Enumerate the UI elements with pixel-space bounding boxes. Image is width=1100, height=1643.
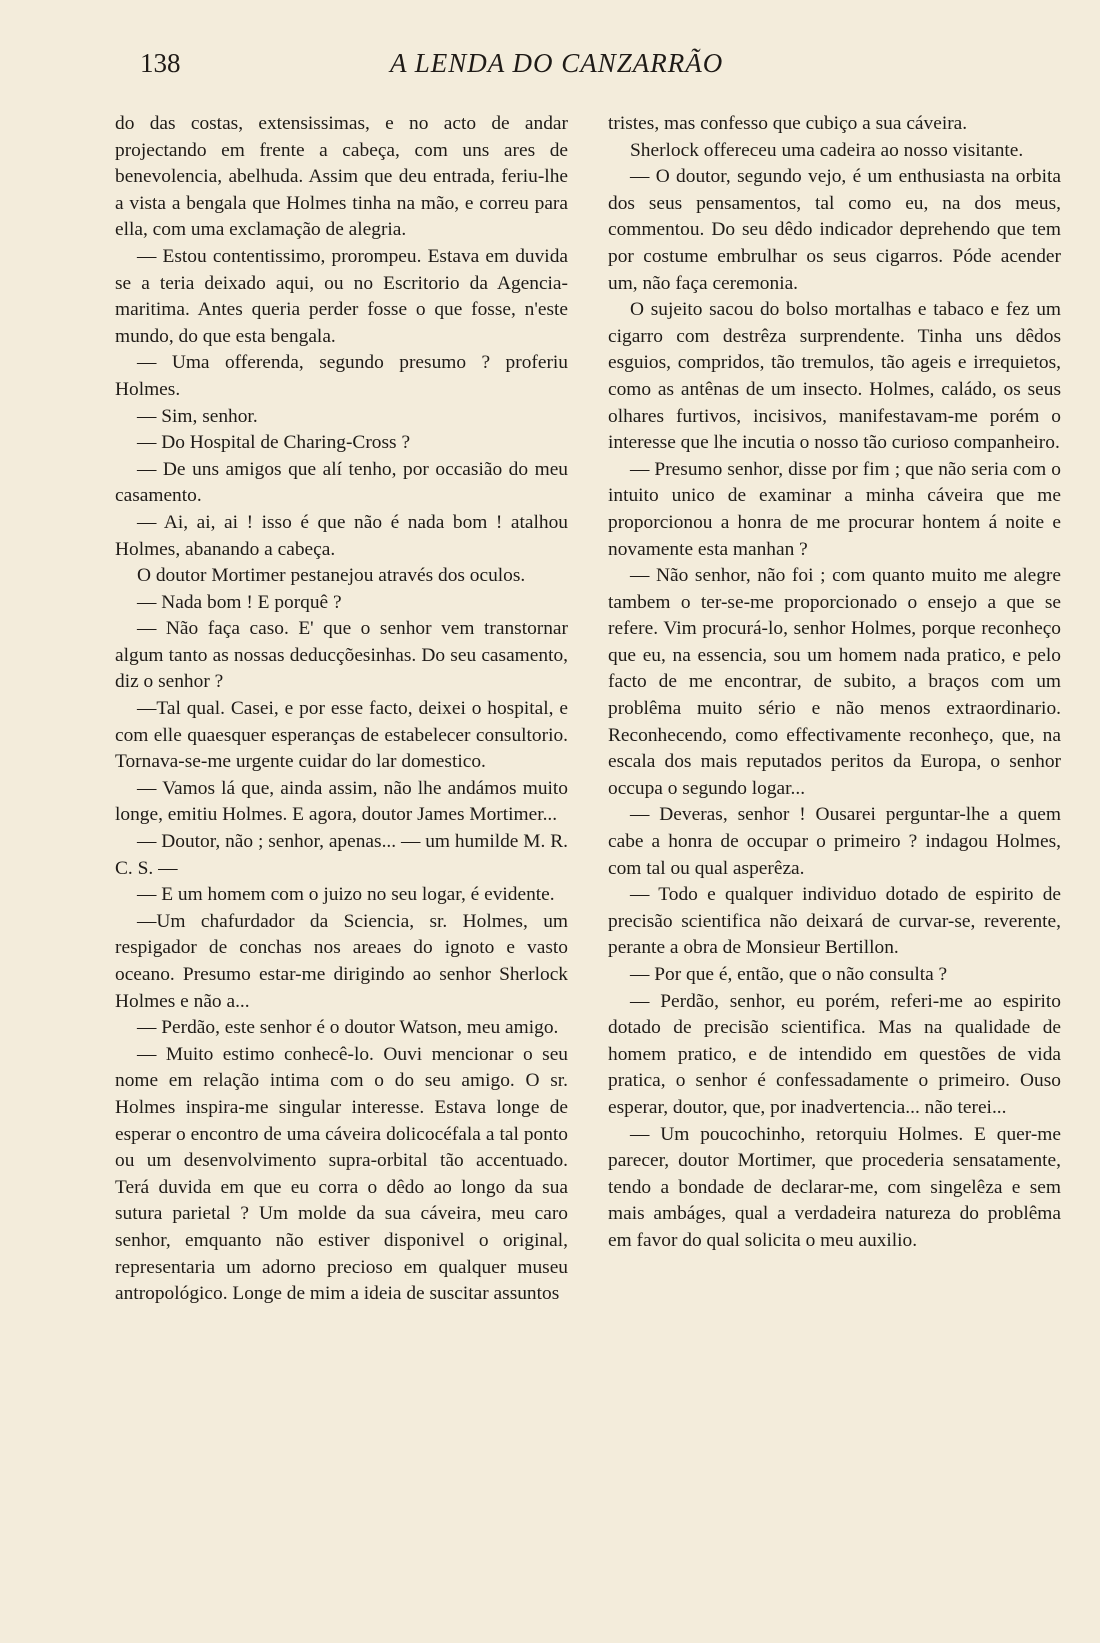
- paragraph: — Ai, ai, ai ! isso é que não é nada bom ! atalhou Holmes, abanando a cabeça.: [115, 511, 568, 560]
- paragraph: — Vamos lá que, ainda assim, não lhe andámos muito longe, emitiu Holmes. E agora, doutor James Mortimer...: [115, 777, 568, 826]
- paragraph: — Perdão, senhor, eu porém, referi-me ao espirito dotado de precisão scientifica. Mas na qualidade de homem pratico, e de intendido em questões de vida pratica, o senhor é confessadamente o primeiro. Ouso esperar, doutor, que, por inadvertencia... não terei...: [608, 990, 1061, 1118]
- paragraph: Sherlock offereceu uma cadeira ao nosso visitante.: [630, 139, 1024, 161]
- paragraph: O sujeito sacou do bolso mortalhas e tabaco e fez um cigarro com destrêza surprendente. Tinha uns dêdos esguios, compridos, tão tremulos, tão ageis e irrequietos, como as antênas de um insecto. Holmes, caládo, os seus olhares furtivos, incisivos, manifestavam-me porém o interesse que lhe incutia o nosso tão curioso companheiro.: [608, 299, 1061, 454]
- paragraph: — Do Hospital de Charing-Cross ?: [137, 432, 411, 454]
- paragraph: — De uns amigos que alí tenho, por occasião do meu casamento.: [115, 458, 568, 507]
- paragraph: — O doutor, segundo vejo, é um enthusiasta na orbita dos seus pensamentos, tal como eu, na dos meus, commentou. Do seu dêdo indicador deprehendo que tem por costume embrulhar os seus cigarros. Póde acender um, não faça ceremonia.: [608, 166, 1061, 294]
- paragraph: do das costas, extensissimas, e no acto de andar projectando em frente a cabeça, com uns ares de benevolencia, abelhuda. Assim que deu entrada, feriu-lhe a vista a bengala que Holmes tinha na mão, e correu para ella, com uma exclamação de alegria.: [115, 113, 568, 241]
- paragraph: — Por que é, então, que o não consulta ?: [630, 964, 948, 985]
- paragraph: — Estou contentissimo, prorompeu. Estava em duvida se a teria deixado aqui, ou no Escritorio da Agencia-maritima. Antes queria perder fosse o que fosse, n'este mundo, do que esta bengala.: [115, 245, 568, 347]
- paragraph: tristes, mas confesso que cubiço a sua cáveira.: [608, 113, 968, 134]
- paragraph: — Deveras, senhor ! Ousarei perguntar-lhe a quem cabe a honra de occupar o primeiro ? indagou Holmes, com tal ou qual asperêza.: [608, 804, 1061, 879]
- paragraph: — Todo e qualquer individuo dotado de espirito de precisão scientifica não deixará de curvar-se, reverente, perante a obra de Monsieur Bertillon.: [608, 884, 1061, 959]
- paragraph: — Não senhor, não foi ; com quanto muito me alegre tambem o ter-se-me proporcionado o ensejo a que se refere. Vim procurá-lo, senhor Holmes, porque reconheço que eu, na essencia, sou um homem nada pratico, e pelo facto de me encontrar, de subito, a braços com um problêma muito sério e não menos extraordinario. Reconhecendo, como effectivamente reconheço, que, na escala dos mais reputados peritos da Europa, o senhor occupa o segundo logar...: [608, 565, 1061, 799]
- paragraph: — Muito estimo conhecê-lo. Ouvi mencionar o seu nome em relação intima com o do seu amigo. O sr. Holmes inspira-me singular interesse. Estava longe de esperar o encontro de uma cáveira dolicocéfala a tal ponto ou um desenvolvimento supra-orbital tão accentuado. Terá duvida em que eu corra o dêdo ao longo da sua sutura parietal ? Um molde da sua cáveira, meu caro senhor, emquanto não estiver disponivel o original, representaria um adorno precioso em qualquer museu antropológico. Longe de mim a ideia de suscitar assuntos: [115, 1043, 568, 1305]
- paragraph: —Tal qual. Casei, e por esse facto, deixei o hospital, e com elle quaesquer esperanças de estabelecer consultorio. Tornava-se-me urgente cuidar do lar domestico.: [115, 698, 568, 773]
- paragraph: O doutor Mortimer pestanejou através dos oculos.: [137, 565, 526, 587]
- paragraph: — Nada bom ! E porquê ?: [137, 591, 342, 613]
- paragraph: —Um chafurdador da Sciencia, sr. Holmes, um respigador de conchas nos areaes do ignoto e vasto oceano. Presumo estar-me dirigindo ao senhor Sherlock Holmes e não a...: [115, 910, 568, 1012]
- paragraph: — Presumo senhor, disse por fim ; que não seria com o intuito unico de examinar a minha cáveira que me proporcionou a honra de me procurar hontem á noite e novamente esta manhan ?: [608, 458, 1061, 560]
- running-title: A LENDA DO CANZARRÃO: [390, 48, 724, 78]
- paragraph: — E um homem com o juizo no seu logar, é evidente.: [137, 884, 555, 906]
- right-column: [608, 111, 1061, 1255]
- left-column: [115, 111, 568, 1308]
- paragraph: — Sim, senhor.: [137, 405, 258, 427]
- paragraph: — Não faça caso. E' que o senhor vem transtornar algum tanto as nossas deducçõesinhas. Do seu casamento, diz o senhor ?: [115, 618, 568, 693]
- paragraph: — Perdão, este senhor é o doutor Watson, meu amigo.: [137, 1017, 559, 1039]
- paragraph: — Doutor, não ; senhor, apenas... — um humilde M. R. C. S. —: [115, 831, 568, 879]
- paragraph: — Uma offerenda, segundo presumo ? proferiu Holmes.: [115, 352, 568, 400]
- paragraph: — Um poucochinho, retorquiu Holmes. E quer-me parecer, doutor Mortimer, que procederia sensatamente, tendo a bondade de declarar-me, com singelêza e sem mais ambáges, qual a verdadeira natureza do problêma em favor do qual solicita o meu auxilio.: [608, 1123, 1061, 1251]
- page-number: 138: [140, 48, 181, 78]
